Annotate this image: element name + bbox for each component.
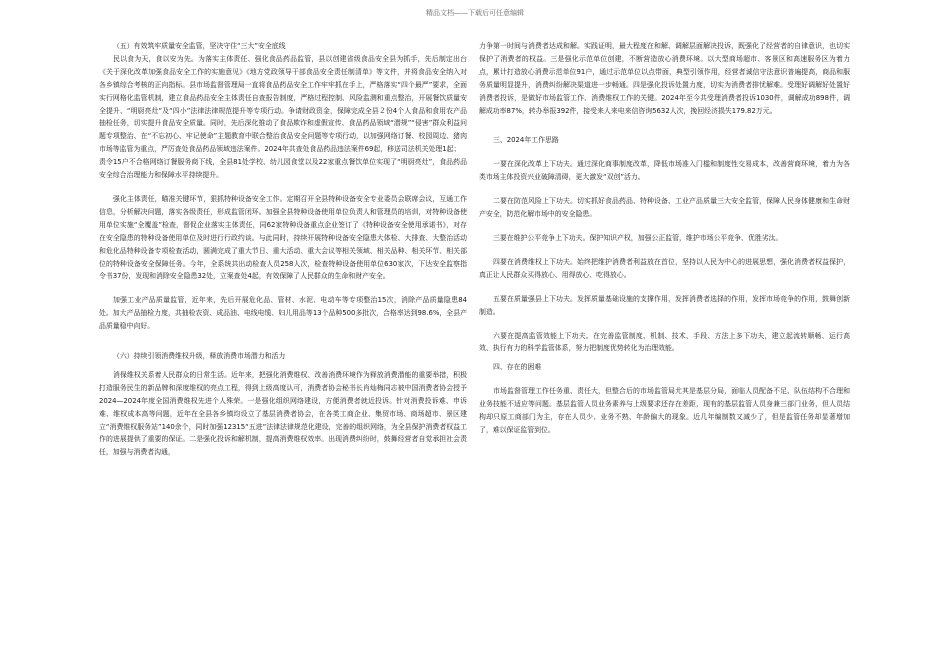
- paragraph: 二要在防范风险上下功夫。切实抓好食品药品、特种设备、工业产品质量三大安全监管，保障人民身体健康和生命财产安全，防范化解市场中的安全隐患。: [479, 197, 850, 219]
- spacer: [479, 221, 850, 232]
- right-column: [479, 40, 850, 437]
- paragraph: 加强工业产品质量监管，近年来，先后开展危化品、管材、水泥、电动车等专项整治15次，消除产品质量隐患84处。加大产品抽检力度，共抽检农资、成品油、电线电缆、妇儿用品等13个品种500多批次，合格率达到98.6%，全县产品质量稳中向好。: [99, 296, 467, 331]
- section-heading: （六）持续引领消费维权升级，释放消费市场潜力和活力: [113, 352, 286, 361]
- spacer: [99, 333, 467, 350]
- page-header: 精品文档——下载后可任意编辑: [426, 9, 524, 17]
- spacer: [479, 282, 850, 293]
- paragraph: 市场监督管理工作任务重、责任大，但整合后的市场监管局尤其是基层分局，面临人员配备不足、队伍结构不合理和业务技能不适应等问题。基层监管人员业务素养与上级要求还存在差距，现有的基层监管人员身兼三部门业务，但人员结构却只原工商部门为主，存在人员少、业务不熟、年龄偏大的现象。近几年编制数又减少了，但是监管任务却显著增加了，难以保证监管到位。: [479, 387, 850, 434]
- paragraph-continuation: 责令15户不合格网络订餐服务商下线，全县81处学校、幼儿园食堂以及22家重点餐饮单位实现了“明厨亮灶”，食品药品安全综合治理能力和保障水平持续提升。: [99, 158, 467, 180]
- section-heading: 三、2024年工作思路: [493, 136, 559, 145]
- paragraph: 消保维权关系着人民群众的日常生活。近年来，把强化消费维权、改善消费环境作为释放消费潜能的重要举措，积极打造服务民生的新品牌和深度维权的亮点工程，得到上级高度认可，消费者协会秘书长肖灿梅同志被中国消费者协会授予2024—2024年度全国消费维权先进个人殊荣。一是强化组织网络建设，方便消费者就近投诉。针对消费投诉难、申诉难、维权成本高等问题，近年在全县各乡镇均设立了基层消费者协会，在各类工商企业、集贸市场、商场超市、景区建立“消费维权服务站”140余个，同时加强12315“五进”法律法律规范化建设，完善的组织网络，为全县保护消费者权益工作的进展提供了重要的保证。二是强化投诉和解机制，提高消费维权效率。出现消费纠纷时，鼓舞经营者自觉承担社会责任，加强与消费者沟通，: [99, 370, 467, 457]
- paragraph: 三要在维护公平竞争上下功夫。保护知识产权，加强公正监管，维护市场公平竞争、优胜劣汰。: [493, 233, 783, 242]
- paragraph: 一要在深化改革上下功夫。通过深化商事制度改革，降低市场准入门槛和制度性交易成本，改善营商环境，着力为各类市场主体投资兴业破障清碍，更大激发“双创”活力。: [479, 160, 850, 182]
- spacer: [479, 374, 850, 385]
- paragraph: 强化主体责任，瞄准关键环节，狠抓特种设备安全工作。定期召开全县特种设备安全专业委员会联席会议，互通工作信息，分析解决问题，落实各级责任，形成监管闭环。加强全县特种设备使用单位负责人和管理员的培训，对特种设备使用单位实施“全覆盖”检查，督促企业落实主体责任，同62家特种设备重点企业签订了《特种设备安全使用承诺书》，对存在安全隐患的特种设备使用单位及时进行行政约谈。与此同时，持续开展特种设备安全隐患大体检、大排查、大整治活动和危化品特种设备专项检查活动，圆满完成了重大节日、重大活动、重大会议等相关领域、相关品种、相关环节、相关部位的特种设备安全保障任务。今年，全系统共出动检查人员258人次，检查特种设备使用单位630家次，下达安全监察指令书37份，发现和消除安全隐患32处，立案查处4起，有效保障了人民群众的生命和财产安全。: [99, 194, 467, 281]
- spacer: [99, 182, 467, 193]
- section-heading: 四、存在的困难: [493, 363, 542, 372]
- left-column: [99, 40, 467, 459]
- section-heading: （五）有效筑牢质量安全监管，坚决守住“三大”安全底线: [113, 42, 286, 50]
- spacer: [479, 184, 850, 195]
- paragraph-continuation: 力争第一时间与消费者达成和解。实践证明，最大程度在和解、调解层面解决投诉，既强化了经营者的自律意识，也切实保护了消费者的权益。三是强化示范单位创建，不断营造放心消费环境。以大型商场超市、客景区和高速服务区为着力点，累计打造放心消费示范单位91户，通过示范单位以点带面，典型引领作用，经营者诚信守法意识普遍提高，商品和服务质量明显提升，消费纠纷解决渠道进一步畅通。四是强化投诉处置力度，切实为消费者排忧解难。受理好调解好处置好消费者投诉，是做好市场监管工作、消费维权工作的关键。2024年至今共受理消费者投诉1030件，调解成功898件，调解成功率87%，转办举报392件，接受来人来电来信咨询5632人次，挽回经济损失179.82万元。: [479, 42, 850, 115]
- spacer: [479, 245, 850, 256]
- paragraph: 五要在质量强县上下功夫。发挥质量基础设施的支撑作用，发挥消费者选择的作用，发挥市场竞争的作用，鼓舞创新制造。: [479, 294, 850, 316]
- spacer: [99, 283, 467, 294]
- paragraph: 四要在消费维权上下功夫。始终把维护消费者利益放在首位，坚持以人民为中心的进展思想，强化消费者权益保护，真正让人民群众买得放心、用得放心、吃得放心。: [479, 257, 850, 279]
- spacer: [479, 147, 850, 158]
- spacer: [479, 319, 850, 330]
- paragraph: 民以食为天，食以安为先。为落实主体责任、强化食品药品监管，县以创建省级食品安全县为抓手，先后制定出台《关于深化改革加强食品安全工作的实施意见》《地方党政领导干部食品安全责任制清单》等文件，并将食品安全纳入对各乡镇综合考核的正向指标。县市场监督管理局一直将食品药品安全工作牢牢抓在手上，严格落实“四个最严”要求，全面实行网格化监管机制，建立食品药品安全主体责任自查报告制度，严格过程控制、风险监测和重点整治，开展餐饮质量安全提升、“明厨亮灶”及“四小”法律法律规范提升等专项行动。争请财政资金，保障完成全县２份4个人食品和食用农产品抽检任务，切实提升食品安全质量。同时，先后深化推动了食品欺诈和虚假宣传、食品药品领域“潜规”“侵害”群众利益问题专项整治、在“不忘初心、牢记使命”主题教育中联合整治食品安全问题等专项行动，以加强网络订餐、校园周边、猪肉市场等监管为重点，严厉查处食品药品领域违法案件。2024年共查处食品药品违法案件69起，移送司法机关处理1起；: [99, 54, 467, 154]
- spacer: [479, 117, 850, 134]
- paragraph: 六要在提高监管效能上下功夫。在完善监管制度、机制、技术、手段、方法上多下功夫，建立起流转顺畅、运行高效、执行有力的科学监管体系，努力把制度优势转化为治理效能。: [479, 331, 850, 353]
